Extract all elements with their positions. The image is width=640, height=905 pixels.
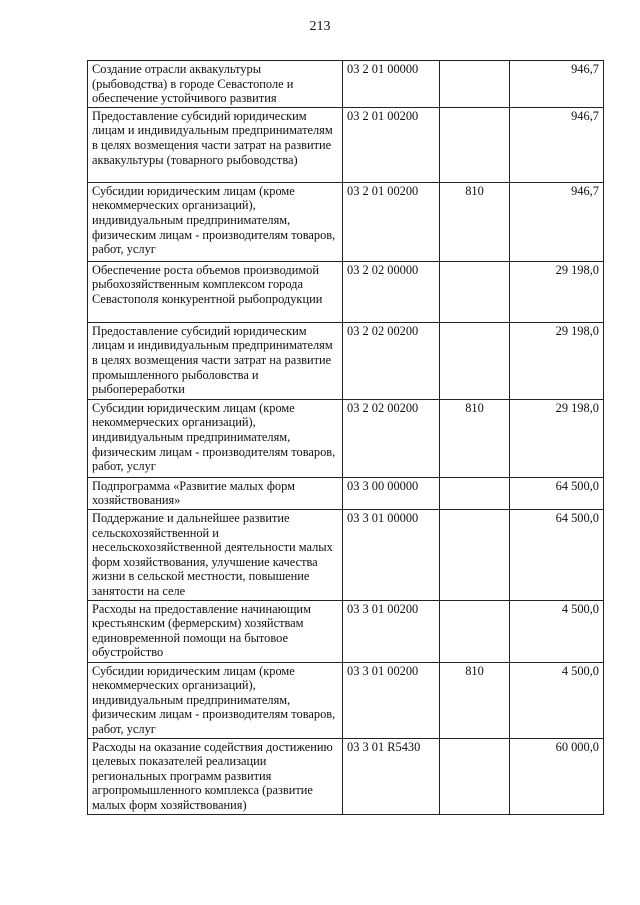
row-name: Подпрограмма «Развитие малых форм хозяйствования» bbox=[88, 477, 343, 509]
row-expense-type: 810 bbox=[440, 182, 510, 261]
row-sum: 29 198,0 bbox=[510, 399, 604, 477]
row-name: Расходы на оказание содействия достижению целевых показателей реализации региональных программ развития агропромышленного комплекса (развитие малых форм хозяйствования) bbox=[88, 738, 343, 814]
row-name: Расходы на предоставление начинающим крестьянским (фермерским) хозяйствам единовременной помощи на бытовое обустройство bbox=[88, 600, 343, 662]
table-row bbox=[88, 399, 604, 477]
row-sum: 29 198,0 bbox=[510, 261, 604, 322]
row-code: 03 2 01 00000 bbox=[343, 61, 440, 108]
row-expense-type: 810 bbox=[440, 399, 510, 477]
budget-table bbox=[87, 60, 604, 815]
row-code: 03 2 01 00200 bbox=[343, 107, 440, 182]
row-expense-type bbox=[440, 738, 510, 814]
table-row bbox=[88, 182, 604, 261]
page-number: 213 bbox=[309, 19, 331, 34]
table-row bbox=[88, 509, 604, 600]
row-code: 03 2 02 00200 bbox=[343, 322, 440, 399]
table-row bbox=[88, 600, 604, 662]
row-name: Субсидии юридическим лицам (кроме некоммерческих организаций), индивидуальным предпринимателям, физическим лицам - производителям товаров, работ, услуг bbox=[88, 182, 343, 261]
table-row bbox=[88, 738, 604, 814]
row-name: Обеспечение роста объемов производимой рыбохозяйственным комплексом города Севастополя конкурентной рыбопродукции bbox=[88, 261, 343, 322]
row-code: 03 3 01 00200 bbox=[343, 600, 440, 662]
table-row bbox=[88, 477, 604, 509]
table-row bbox=[88, 107, 604, 182]
row-name: Субсидии юридическим лицам (кроме некоммерческих организаций), индивидуальным предпринимателям, физическим лицам - производителям товаров, работ, услуг bbox=[88, 399, 343, 477]
row-expense-type bbox=[440, 322, 510, 399]
table-row bbox=[88, 662, 604, 738]
row-code: 03 2 01 00200 bbox=[343, 182, 440, 261]
table-row bbox=[88, 61, 604, 108]
row-sum: 64 500,0 bbox=[510, 477, 604, 509]
row-sum: 60 000,0 bbox=[510, 738, 604, 814]
row-code: 03 3 01 00000 bbox=[343, 509, 440, 600]
row-sum: 4 500,0 bbox=[510, 600, 604, 662]
row-code: 03 2 02 00000 bbox=[343, 261, 440, 322]
row-expense-type bbox=[440, 61, 510, 108]
row-code: 03 3 01 R5430 bbox=[343, 738, 440, 814]
row-sum: 946,7 bbox=[510, 107, 604, 182]
row-expense-type: 810 bbox=[440, 662, 510, 738]
row-sum: 29 198,0 bbox=[510, 322, 604, 399]
table-row bbox=[88, 261, 604, 322]
row-sum: 946,7 bbox=[510, 182, 604, 261]
row-sum: 946,7 bbox=[510, 61, 604, 108]
row-expense-type bbox=[440, 509, 510, 600]
row-code: 03 2 02 00200 bbox=[343, 399, 440, 477]
row-code: 03 3 01 00200 bbox=[343, 662, 440, 738]
row-sum: 4 500,0 bbox=[510, 662, 604, 738]
row-name: Субсидии юридическим лицам (кроме некоммерческих организаций), индивидуальным предпринимателям, физическим лицам - производителям товаров, работ, услуг bbox=[88, 662, 343, 738]
row-code: 03 3 00 00000 bbox=[343, 477, 440, 509]
row-name: Поддержание и дальнейшее развитие сельскохозяйственной и несельскохозяйственной деятельности малых форм хозяйствования, улучшение качества жизни в сельской местности, повышение занятости на селе bbox=[88, 509, 343, 600]
row-expense-type bbox=[440, 477, 510, 509]
row-expense-type bbox=[440, 600, 510, 662]
row-sum: 64 500,0 bbox=[510, 509, 604, 600]
row-name: Предоставление субсидий юридическим лицам и индивидуальным предпринимателям в целях возмещения части затрат на развитие промышленного рыболовства и рыбопереработки bbox=[88, 322, 343, 399]
row-name: Создание отрасли аквакультуры (рыбоводства) в городе Севастополе и обеспечение устойчивого развития bbox=[88, 61, 343, 108]
row-expense-type bbox=[440, 261, 510, 322]
row-expense-type bbox=[440, 107, 510, 182]
table-row bbox=[88, 322, 604, 399]
row-name: Предоставление субсидий юридическим лицам и индивидуальным предпринимателям в целях возмещения части затрат на развитие аквакультуры (товарного рыбоводства) bbox=[88, 107, 343, 182]
